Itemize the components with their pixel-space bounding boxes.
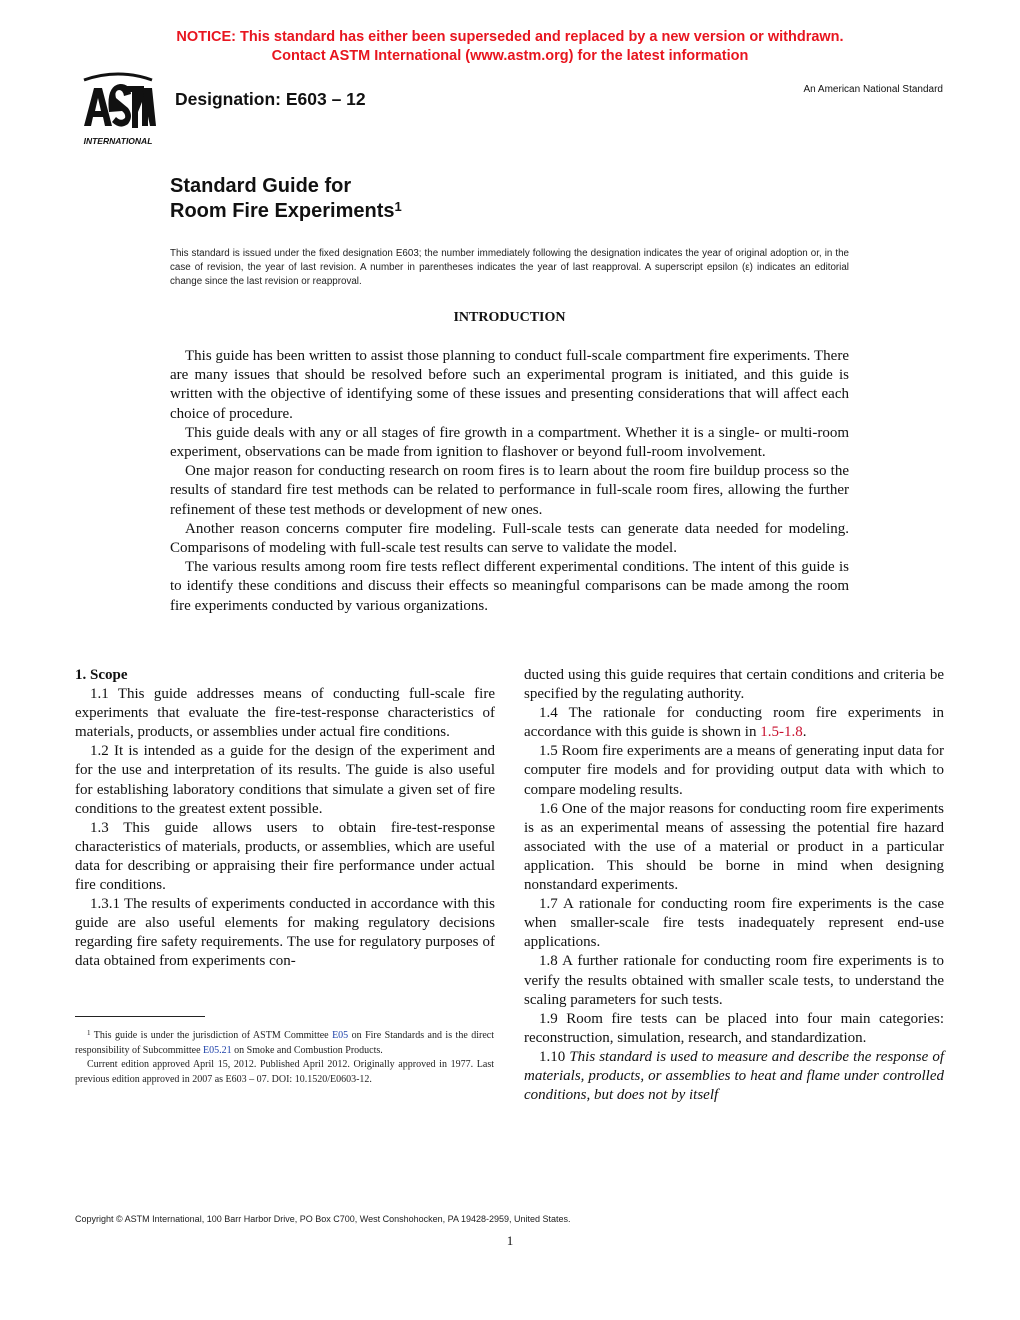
section-1-3-1-continued: ducted using this guide requires that certain conditions and criteria be specified by the regulating authority. bbox=[524, 667, 944, 703]
section-1-10 bbox=[524, 1048, 944, 1105]
committee-link[interactable]: E05 bbox=[332, 1030, 349, 1041]
section-1-4 bbox=[524, 704, 944, 742]
copyright-notice: Copyright © ASTM International, 100 Barr Harbor Drive, PO Box C700, West Conshohocken, PA 19428-2959, United States. bbox=[75, 1214, 571, 1224]
footnote-mark: 1 bbox=[87, 1029, 91, 1037]
title-line-1: Standard Guide for bbox=[170, 175, 352, 197]
footnote-text-3: on Smoke and Combustion Products. bbox=[231, 1044, 383, 1056]
footnote-text-2: on Fire Standards and is the direct responsibility of Subcommittee bbox=[75, 1030, 494, 1056]
notice-line-2: Contact ASTM International (www.astm.org) for the latest information bbox=[271, 48, 749, 64]
footnote-text-1: This guide is under the jurisdiction of ASTM Committee bbox=[90, 1030, 333, 1041]
withdrawal-notice bbox=[0, 28, 1020, 66]
page-number: 1 bbox=[506, 1233, 514, 1248]
astm-logo bbox=[76, 72, 160, 148]
document-title bbox=[170, 174, 402, 224]
intro-paragraph: This guide has been written to assist those planning to conduct full-scale compartment fire experiments. There are many issues that should be resolved before such an experimental program is initiated, and this guide is written with the objective of identifying some of these issues and presenting considerations that will affect each choice of procedure. bbox=[170, 348, 849, 422]
footnote-jurisdiction bbox=[75, 1029, 494, 1058]
footnote-edition: Current edition approved April 15, 2012. Published April 2012. Originally approved in 1977. Last previous edition approved in 2007 as E603 – 07. DOI: 10.1520/E0603-12. bbox=[75, 1059, 494, 1085]
title-footnote-mark: 1 bbox=[394, 199, 402, 214]
intro-paragraph: Another reason concerns computer fire modeling. Full-scale tests can generate data needed for modeling. Comparisons of modeling with full-scale test results can serve to validate the model. bbox=[170, 520, 849, 557]
section-1-4-end: . bbox=[802, 724, 807, 741]
designation: Designation: E603 – 12 bbox=[175, 89, 366, 109]
astm-logo-mark bbox=[84, 74, 156, 128]
section-1-6: 1.6 One of the major reasons for conducting room fire experiments is as an experimental means of assessing the potential fire hazard associated with the use of a material or product in a particular application. This should be borne in mind when designing nonstandard experiments. bbox=[524, 800, 944, 894]
intro-paragraph: The various results among room fire tests reflect different experimental conditions. The intent of this guide is to identify these conditions and discuss their effects so meaningful comparisons can be made among the room fire experiments conducted by various organizations. bbox=[170, 559, 849, 614]
title-line-2 bbox=[170, 199, 402, 224]
footnote bbox=[75, 1029, 494, 1087]
footnote-divider bbox=[75, 1016, 205, 1017]
section-1-2: 1.2 It is intended as a guide for the design of the experiment and for the use and interpretation of its results. The guide is also useful for establishing laboratory conditions that simulate a given set of fire conditions to the greatest extent possible. bbox=[75, 743, 495, 817]
right-column bbox=[524, 666, 944, 1105]
introduction-heading: INTRODUCTION bbox=[453, 310, 566, 325]
intro-paragraph: This guide deals with any or all stages of fire growth in a compartment. Whether it is a single- or multi-room experiment, observations can be made from ignition to flashover or beyond full-room involvement. bbox=[170, 424, 849, 461]
title-line-2-text: Room Fire Experiments bbox=[170, 200, 395, 222]
issuance-note: This standard is issued under the fixed designation E603; the number immediately following the designation indicates the year of original adoption or, in the case of revision, the year of last revision. A number in parentheses indicates the year of last reapproval. A superscript epsilon (ε) indicates an editorial change since the last revision or reapproval. bbox=[170, 248, 849, 288]
section-1-3-1: 1.3.1 The results of experiments conducted in accordance with this guide are also useful elements for making regulatory decisions regarding fire safety requirements. The use for regulatory purposes of data obtained from experiments con- bbox=[75, 896, 495, 970]
american-national-standard-label: An American National Standard bbox=[803, 84, 943, 95]
section-reference-link[interactable]: 1.5-1.8 bbox=[760, 724, 803, 741]
introduction-body bbox=[170, 347, 849, 616]
subcommittee-link[interactable]: E05.21 bbox=[203, 1044, 232, 1056]
section-1-10-text: This standard is used to measure and describe the response of materials, products, or assemblies to heat and flame under controlled conditions, but does not by itself bbox=[524, 1048, 944, 1104]
section-1-9: 1.9 Room fire tests can be placed into four main categories: reconstruction, simulation, research, and standardization. bbox=[524, 1010, 944, 1046]
left-column bbox=[75, 666, 495, 972]
section-1-1: 1.1 This guide addresses means of conducting full-scale fire experiments that evaluate the fire-test-response characteristics of materials, products, or assemblies under actual fire conditions. bbox=[75, 686, 495, 741]
section-1-3: 1.3 This guide allows users to obtain fire-test-response characteristics of materials, products, or assemblies, which are useful data for describing or appraising their fire performance under actual fire conditions. bbox=[75, 819, 495, 894]
section-1-7: 1.7 A rationale for conducting room fire experiments is the case when smaller-scale fire tests inadequately represent end-use applications. bbox=[524, 896, 944, 951]
section-1-10-number: 1.10 bbox=[539, 1048, 570, 1065]
section-1-5: 1.5 Room fire experiments are a means of generating input data for computer fire models and for providing output data with which to compare modeling results. bbox=[524, 743, 944, 798]
intro-paragraph: One major reason for conducting research on room fires is to learn about the room fire buildup process so the results of standard fire test methods can be related to performance in full-scale room fires, allowing the further refinement of these test methods or development of new ones. bbox=[170, 463, 849, 518]
section-1-8: 1.8 A further rationale for conducting room fire experiments is to verify the results obtained with smaller scale tests, to understand the scaling parameters for such tests. bbox=[524, 953, 944, 1008]
notice-line-1: NOTICE: This standard has either been superseded and replaced by a new version or withdrawn. bbox=[176, 29, 844, 45]
astm-logo-subtitle: INTERNATIONAL bbox=[83, 136, 153, 146]
section-1-4-text: 1.4 The rationale for conducting room fire experiments in accordance with this guide is shown in bbox=[524, 705, 944, 741]
scope-heading: 1. Scope bbox=[75, 667, 128, 683]
